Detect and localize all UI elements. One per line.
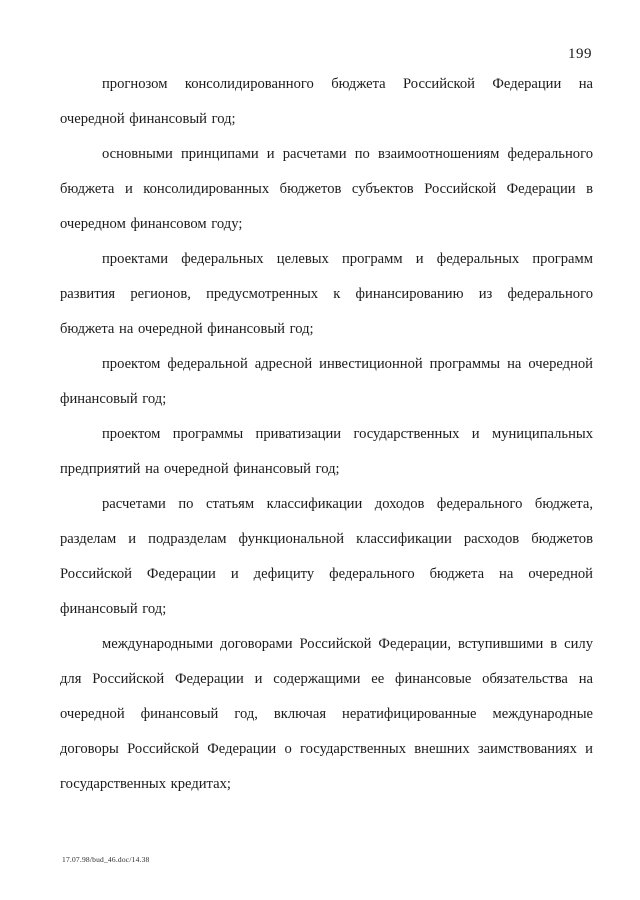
text-line: для Российской Федерации и содержащими ее финансовые обязательства на — [60, 671, 593, 687]
paragraph — [60, 487, 593, 627]
text-line: основными принципами и расчетами по взаимоотношениям федерального — [102, 146, 593, 162]
paragraph — [60, 627, 593, 802]
text-line: финансовый год; — [60, 601, 167, 617]
document-body — [60, 67, 593, 802]
text-line: Российской Федерации и дефициту федерального бюджета на очередной — [60, 566, 593, 582]
text-line: проектом программы приватизации государственных и муниципальных — [102, 426, 593, 442]
paragraph — [60, 242, 593, 347]
text-line: бюджета и консолидированных бюджетов субъектов Российской Федерации в — [60, 181, 593, 197]
text-line: очередной финансовый год; — [60, 111, 236, 127]
text-line: предприятий на очередной финансовый год; — [60, 461, 340, 477]
text-line: очередном финансовом году; — [60, 216, 243, 232]
text-line: проектами федеральных целевых программ и федеральных программ — [102, 251, 593, 267]
text-line: прогнозом консолидированного бюджета Российской Федерации на — [102, 76, 593, 92]
text-line: очередной финансовый год, включая нератифицированные международные — [60, 706, 593, 722]
text-line: проектом федеральной адресной инвестиционной программы на очередной — [102, 356, 593, 372]
paragraph — [60, 417, 593, 487]
text-line: разделам и подразделам функциональной классификации расходов бюджетов — [60, 531, 593, 547]
paragraph — [60, 67, 593, 137]
page-number: 199 — [568, 46, 592, 62]
text-line: международными договорами Российской Федерации, вступившими в силу — [102, 636, 593, 652]
text-line: бюджета на очередной финансовый год; — [60, 321, 314, 337]
text-line: договоры Российской Федерации о государственных внешних заимствованиях и — [60, 741, 593, 757]
text-line: развития регионов, предусмотренных к финансированию из федерального — [60, 286, 593, 302]
paragraph — [60, 347, 593, 417]
footer-note: 17.07.98/bud_46.doc/14.38 — [62, 855, 150, 864]
paragraph — [60, 137, 593, 242]
text-line: расчетами по статьям классификации доходов федерального бюджета, — [102, 496, 593, 512]
text-line: государственных кредитах; — [60, 776, 231, 792]
text-line: финансовый год; — [60, 391, 167, 407]
